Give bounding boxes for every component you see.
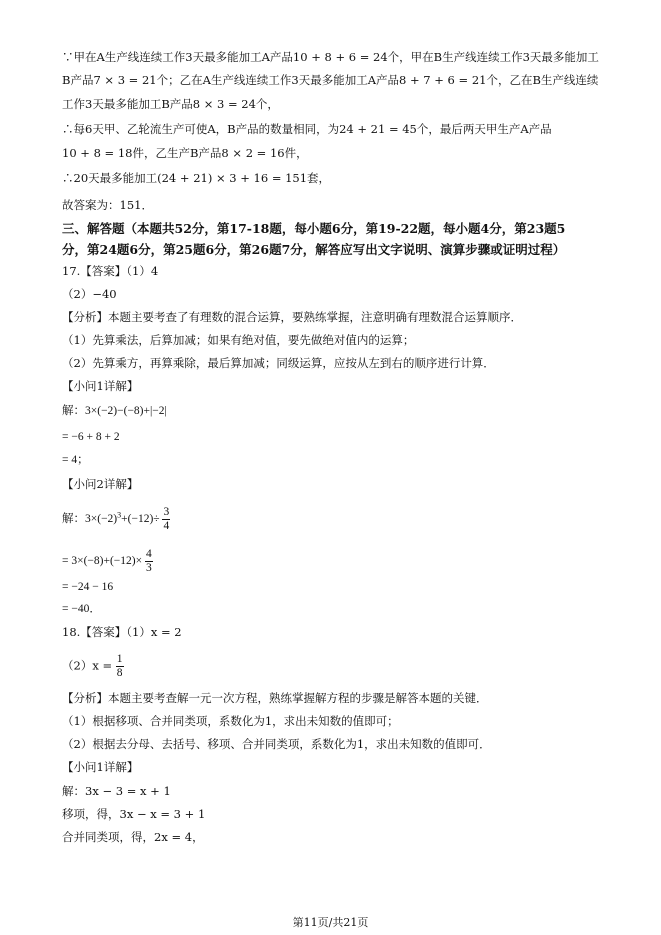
q17-sub2-expr-prefix: 解：3×(−2) [62, 513, 118, 526]
q18-answer-2 [62, 653, 124, 680]
q18-answer2-fraction [116, 653, 124, 680]
fraction-numerator: 1 [116, 653, 123, 665]
text-line-7: 故答案为：151． [62, 198, 153, 212]
text-line-2: B产品7 × 3 = 21个；乙在A生产线连续工作3天最多能加工A产品8 + 7 + 6 = 21个，乙在B生产线连续 [62, 73, 599, 87]
q17-answer-2: （2）−40 [62, 287, 117, 301]
fraction-denominator: 8 [116, 667, 123, 679]
q18-sub1-line-1: 解：3x − 3 = x + 1 [62, 784, 171, 798]
q17-sub1-line-2: = −6 + 8 + 2 [62, 431, 120, 443]
page-footer: 第11页/共21页 [292, 916, 369, 929]
q18-answer2-prefix: （2）x = [62, 658, 113, 673]
fraction-numerator: 4 [145, 548, 152, 560]
q18-step-1: （1）根据移项、合并同类项，系数化为1，求出未知数的值即可； [62, 714, 399, 728]
q17-sub2-fraction [162, 506, 170, 533]
q18-sub1-line-3: 合并同类项，得，2x = 4， [62, 830, 204, 844]
q17-step-1: （1）先算乘法，后算加减；如果有绝对值，要先做绝对值内的运算； [62, 333, 415, 347]
text-line-5: 10 + 8 = 18件，乙生产B产品8 × 2 = 16件， [62, 146, 308, 160]
q18-sub1-line-2: 移项，得，3x − x = 3 + 1 [62, 807, 206, 821]
q18-answer-1: 18.【答案】（1）x = 2 [62, 625, 182, 639]
q17-sub2-l2-fraction [145, 548, 153, 575]
fraction-denominator: 4 [163, 520, 170, 532]
section-heading-line-2: 分，第24题6分，第25题6分，第26题7分，解答应写出文字说明、演算步骤或证明过程） [62, 242, 566, 257]
q17-sub2-l2-prefix: = 3×(−8)+(−12)× [62, 555, 143, 568]
q17-sub2-exponent: 3 [117, 510, 122, 520]
q17-sub2-line-4: = −40． [62, 603, 101, 615]
q17-sub2-title: 【小问2详解】 [62, 477, 139, 491]
q17-sub2-expr-mid: +(−12)÷ [121, 513, 160, 526]
q17-sub2-line-1 [62, 506, 170, 533]
text-line-4: ∴每6天甲、乙轮流生产可使A，B产品的数量相同，为24 + 21 = 45个，最后两天甲生产A产品 [62, 122, 552, 136]
q18-analysis: 【分析】本题主要考查解一元一次方程，熟练掌握解方程的步骤是解答本题的关键． [62, 691, 488, 705]
q18-step-2: （2）根据去分母、去括号、移项、合并同类项，系数化为1，求出未知数的值即可． [62, 737, 491, 751]
q18-sub1-title: 【小问1详解】 [62, 760, 139, 774]
q17-sub1-title: 【小问1详解】 [62, 379, 139, 393]
text-line-6: ∴20天最多能加工(24 + 21) × 3 + 16 = 151套， [62, 171, 331, 185]
q17-step-2: （2）先算乘方，再算乘除，最后算加减；同级运算，应按从左到右的顺序进行计算． [62, 356, 495, 370]
q17-sub2-line-3: = −24 − 16 [62, 581, 114, 593]
q17-sub2-line-2 [62, 548, 153, 575]
q17-sub1-line-3: = 4； [62, 454, 89, 466]
text-line-3: 工作3天最多能加工B产品8 × 3 = 24个， [62, 97, 279, 111]
fraction-denominator: 3 [145, 562, 152, 574]
q17-analysis: 【分析】本题主要考查了有理数的混合运算，要熟练掌握，注意明确有理数混合运算顺序． [62, 310, 522, 324]
section-heading-line-1: 三、解答题（本题共52分，第17-18题，每小题6分，第19-22题，每小题4分，第23题5 [62, 221, 566, 236]
q17-sub1-line-1: 解：3×(−2)−(−8)+|−2| [62, 405, 167, 417]
fraction-numerator: 3 [163, 506, 170, 518]
text-line-1: ∵甲在A生产线连续工作3天最多能加工A产品10 + 8 + 6 = 24个，甲在B生产线连续工作3天最多能加工 [62, 50, 599, 64]
q17-answer-1: 17.【答案】（1）4 [62, 264, 159, 278]
